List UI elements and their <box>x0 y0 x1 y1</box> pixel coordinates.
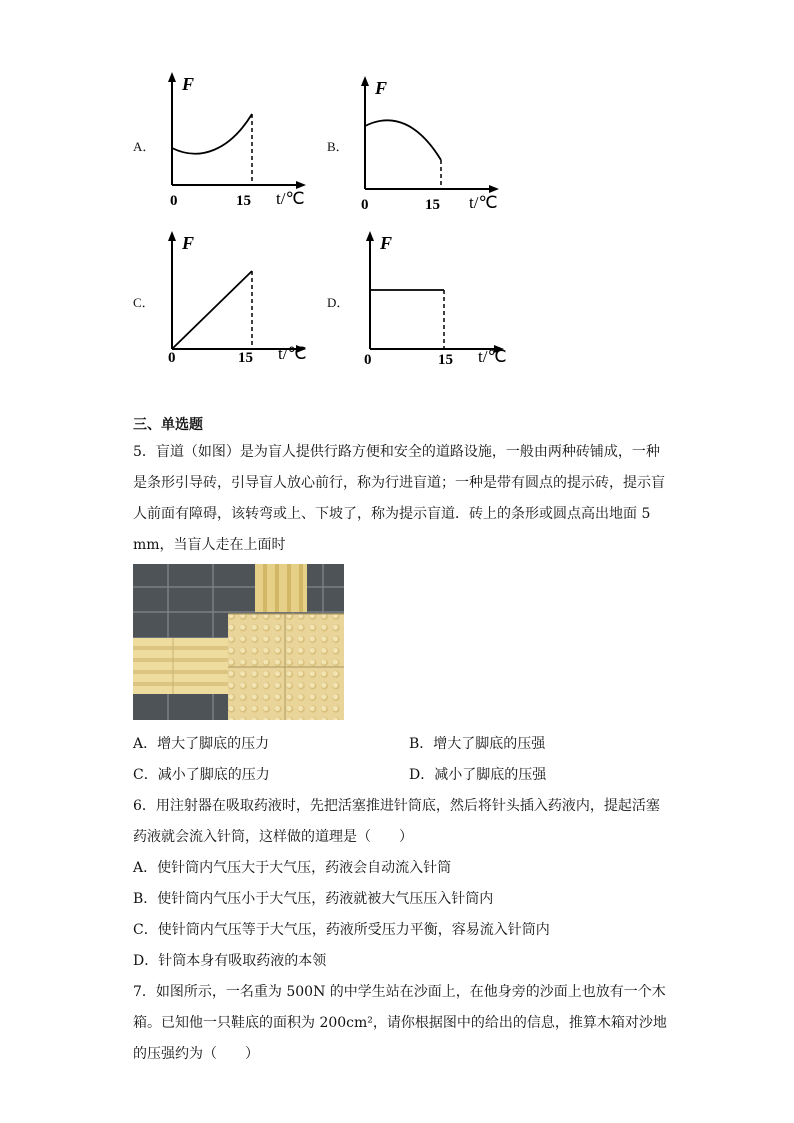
curve <box>172 114 252 154</box>
x-axis-label: t/℃ <box>276 189 305 208</box>
option-a-label: A． <box>133 139 156 154</box>
q6-option-c: C．使针筒内气压等于大气压，药液所受压力平衡，容易流入针筒内 <box>133 922 550 938</box>
q5-option-a: A．增大了脚底的压力 <box>133 736 270 752</box>
tactile-paving-photo <box>133 564 344 720</box>
x-axis-label: t/℃ <box>478 347 507 366</box>
x-axis-arrow <box>489 185 499 193</box>
origin-label: 0 <box>168 350 176 366</box>
y-axis-label: F <box>182 233 195 253</box>
x-end-label: 15 <box>236 193 251 209</box>
q7-line-3: 的压强约为（ ） <box>133 1046 259 1062</box>
q6-option-b: B．使针筒内气压小于大气压，药液就被大气压压入针筒内 <box>133 891 494 907</box>
q5-option-c: C．减小了脚底的压力 <box>133 767 270 783</box>
linear-line <box>172 271 252 349</box>
option-c-label: C． <box>133 295 155 310</box>
section-title: 三、单选题 <box>133 417 203 433</box>
origin-label: 0 <box>361 197 369 213</box>
q6-line-2: 药液就会流入针筒，这样做的道理是（ ） <box>133 829 413 845</box>
q5-line-1: 5．盲道（如图）是为盲人提供行路方便和安全的道路设施，一般由两种砖铺成，一种 <box>133 444 660 460</box>
x-end-label: 15 <box>238 350 253 366</box>
y-axis-arrow <box>361 76 369 86</box>
q7-line-2: 箱。已知他一只鞋底的面积为 200cm²，请你根据图中的给出的信息，推算木箱对沙地 <box>133 1015 667 1031</box>
x-end-label: 15 <box>438 352 453 368</box>
graph-b <box>353 74 513 219</box>
y-axis-arrow <box>168 231 176 241</box>
origin-label: 0 <box>364 352 372 368</box>
y-axis-label: F <box>380 233 393 253</box>
curve <box>365 120 441 160</box>
q6-option-d: D．针筒本身有吸取药液的本领 <box>133 953 327 969</box>
y-axis-arrow <box>366 231 374 241</box>
y-axis-label: F <box>182 74 195 94</box>
origin-label: 0 <box>170 193 178 209</box>
option-d-label: D． <box>327 295 350 310</box>
x-axis-arrow <box>296 181 306 189</box>
x-axis-label: t/℃ <box>469 193 498 212</box>
q5-line-4: mm，当盲人走在上面时 <box>133 537 286 553</box>
q5-line-3: 人前面有障碍，该转弯或上、下坡了，称为提示盲道．砖上的条形或圆点高出地面 5 <box>133 506 651 522</box>
q7-line-1: 7．如图所示，一名重为 500N 的中学生站在沙面上，在他身旁的沙面上也放有一个木 <box>133 984 666 1000</box>
graph-d <box>358 229 518 374</box>
graph-c <box>160 229 320 374</box>
x-axis-label: t/℃ <box>278 344 307 363</box>
y-axis-arrow <box>168 72 176 82</box>
q5-line-2: 是条形引导砖，引导盲人放心前行，称为行进盲道；一种是带有圆点的提示砖，提示盲 <box>133 475 665 491</box>
y-axis-label: F <box>375 78 388 98</box>
x-end-label: 15 <box>425 197 440 213</box>
q6-line-1: 6．用注射器在吸取药液时，先把活塞推进针筒底，然后将针头插入药液内，提起活塞 <box>133 798 660 814</box>
option-b-label: B． <box>327 139 349 154</box>
graph-a <box>160 70 320 215</box>
q6-option-a: A．使针筒内气压大于大气压，药液会自动流入针筒 <box>133 860 452 876</box>
q5-option-d: D．减小了脚底的压强 <box>409 767 547 783</box>
q5-option-b: B．增大了脚底的压强 <box>409 736 546 752</box>
